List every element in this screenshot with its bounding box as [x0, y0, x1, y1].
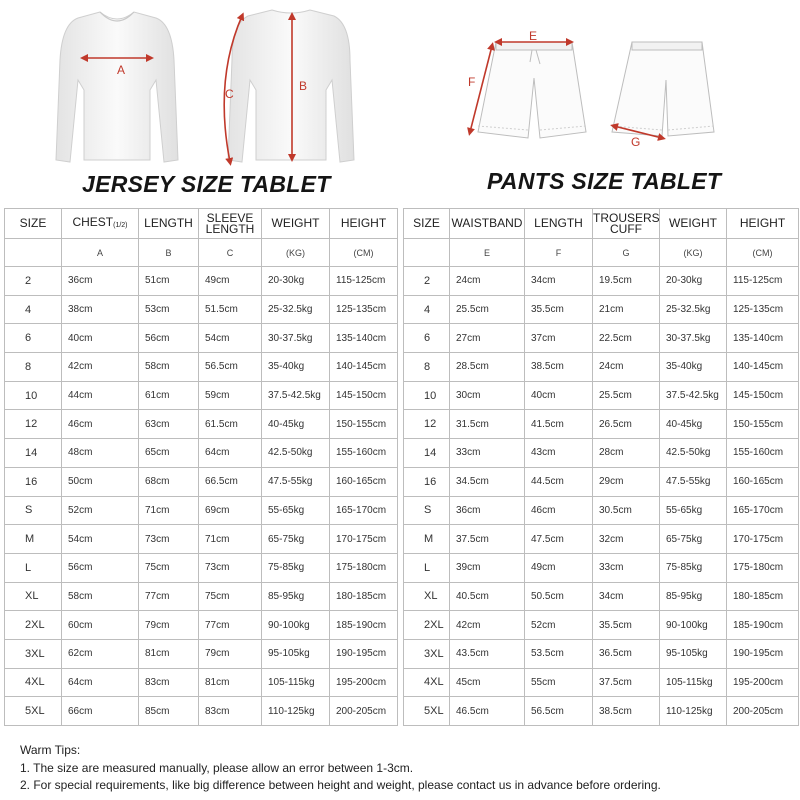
measure-c-label: C: [225, 87, 234, 101]
value-cell: 140-145cm: [727, 353, 799, 382]
header-size: SIZE: [404, 209, 450, 239]
value-cell: 37.5cm: [593, 668, 660, 697]
subheader-cell: C: [199, 239, 262, 267]
table-row: [404, 467, 799, 496]
size-cell: 14: [404, 439, 450, 468]
value-cell: 24cm: [593, 353, 660, 382]
size-cell: L: [5, 553, 62, 582]
value-cell: 170-175cm: [330, 525, 398, 554]
size-cell: 2: [404, 267, 450, 296]
value-cell: 25.5cm: [593, 381, 660, 410]
value-cell: 79cm: [139, 611, 199, 640]
value-cell: 155-160cm: [330, 439, 398, 468]
value-cell: 165-170cm: [330, 496, 398, 525]
value-cell: 40-45kg: [262, 410, 330, 439]
size-cell: 4XL: [404, 668, 450, 697]
value-cell: 58cm: [62, 582, 139, 611]
size-cell: 6: [404, 324, 450, 353]
value-cell: 37cm: [525, 324, 593, 353]
header-waistband: WAISTBAND: [450, 209, 525, 239]
size-cell: 2: [5, 267, 62, 296]
value-cell: 35.5cm: [525, 295, 593, 324]
value-cell: 40-45kg: [660, 410, 727, 439]
value-cell: 44.5cm: [525, 467, 593, 496]
header-trousers-cuff: [593, 209, 660, 239]
value-cell: 46cm: [62, 410, 139, 439]
table-row: [404, 353, 799, 382]
table-row: [5, 697, 398, 726]
value-cell: 71cm: [139, 496, 199, 525]
measure-f-label: F: [468, 75, 476, 89]
value-cell: 145-150cm: [727, 381, 799, 410]
value-cell: 47.5cm: [525, 525, 593, 554]
table-subheader-row: [5, 239, 398, 267]
jersey-front-image: [56, 12, 178, 162]
size-cell: M: [404, 525, 450, 554]
value-cell: 165-170cm: [727, 496, 799, 525]
value-cell: 61cm: [139, 381, 199, 410]
value-cell: 42.5-50kg: [660, 439, 727, 468]
value-cell: 190-195cm: [727, 639, 799, 668]
value-cell: 41.5cm: [525, 410, 593, 439]
subheader-cell: (CM): [727, 239, 799, 267]
value-cell: 66cm: [62, 697, 139, 726]
value-cell: 73cm: [199, 553, 262, 582]
table-row: [404, 553, 799, 582]
size-cell: 4: [404, 295, 450, 324]
table-row: [404, 267, 799, 296]
value-cell: 43.5cm: [450, 639, 525, 668]
value-cell: 35-40kg: [660, 353, 727, 382]
value-cell: 56.5cm: [199, 353, 262, 382]
value-cell: 19.5cm: [593, 267, 660, 296]
table-row: [404, 496, 799, 525]
table-subheader-row: [404, 239, 799, 267]
value-cell: 27cm: [450, 324, 525, 353]
size-cell: XL: [404, 582, 450, 611]
size-cell: XL: [5, 582, 62, 611]
value-cell: 145-150cm: [330, 381, 398, 410]
subheader-cell: (CM): [330, 239, 398, 267]
value-cell: 135-140cm: [727, 324, 799, 353]
table-row: [404, 639, 799, 668]
value-cell: 69cm: [199, 496, 262, 525]
table-row: [5, 668, 398, 697]
value-cell: 55cm: [525, 668, 593, 697]
value-cell: 50cm: [62, 467, 139, 496]
measure-e-label: E: [528, 29, 538, 43]
jersey-size-title: JERSEY SIZE TABLET: [82, 171, 331, 197]
subheader-cell: E: [450, 239, 525, 267]
value-cell: 63cm: [139, 410, 199, 439]
value-cell: 28.5cm: [450, 353, 525, 382]
value-cell: 37.5-42.5kg: [660, 381, 727, 410]
value-cell: 34cm: [525, 267, 593, 296]
value-cell: 61.5cm: [199, 410, 262, 439]
value-cell: 42cm: [62, 353, 139, 382]
value-cell: 39cm: [450, 553, 525, 582]
value-cell: 37.5cm: [450, 525, 525, 554]
value-cell: 54cm: [62, 525, 139, 554]
value-cell: 160-165cm: [330, 467, 398, 496]
subheader-cell: B: [139, 239, 199, 267]
value-cell: 56.5cm: [525, 697, 593, 726]
value-cell: 125-135cm: [727, 295, 799, 324]
size-cell: M: [5, 525, 62, 554]
size-cell: 3XL: [404, 639, 450, 668]
value-cell: 48cm: [62, 439, 139, 468]
header-length: LENGTH: [139, 209, 199, 239]
subheader-cell: (KG): [262, 239, 330, 267]
chest-subscript: (1/2): [113, 221, 128, 229]
value-cell: 66.5cm: [199, 467, 262, 496]
measure-a-label: A: [116, 63, 126, 77]
size-cell: L: [404, 553, 450, 582]
value-cell: 195-200cm: [727, 668, 799, 697]
value-cell: 40.5cm: [450, 582, 525, 611]
value-cell: 64cm: [199, 439, 262, 468]
header-weight: WEIGHT: [660, 209, 727, 239]
value-cell: 51.5cm: [199, 295, 262, 324]
value-cell: 170-175cm: [727, 525, 799, 554]
value-cell: 195-200cm: [330, 668, 398, 697]
value-cell: 150-155cm: [330, 410, 398, 439]
value-cell: 35-40kg: [262, 353, 330, 382]
value-cell: 32cm: [593, 525, 660, 554]
value-cell: 85cm: [139, 697, 199, 726]
value-cell: 110-125kg: [262, 697, 330, 726]
value-cell: 115-125cm: [330, 267, 398, 296]
cuff-line2: CUFF: [610, 221, 642, 236]
size-cell: 2XL: [404, 611, 450, 640]
value-cell: 25.5cm: [450, 295, 525, 324]
value-cell: 85-95kg: [660, 582, 727, 611]
pants-front-image: [478, 42, 586, 138]
size-cell: 10: [5, 381, 62, 410]
value-cell: 40cm: [525, 381, 593, 410]
table-row: [404, 295, 799, 324]
size-cell: 12: [5, 410, 62, 439]
subheader-cell: A: [62, 239, 139, 267]
value-cell: 35.5cm: [593, 611, 660, 640]
value-cell: 43cm: [525, 439, 593, 468]
jersey-back-image: [228, 10, 354, 162]
table-row: [5, 496, 398, 525]
value-cell: 45cm: [450, 668, 525, 697]
value-cell: 36.5cm: [593, 639, 660, 668]
value-cell: 33cm: [593, 553, 660, 582]
value-cell: 25-32.5kg: [262, 295, 330, 324]
value-cell: 50.5cm: [525, 582, 593, 611]
value-cell: 25-32.5kg: [660, 295, 727, 324]
value-cell: 65-75kg: [660, 525, 727, 554]
value-cell: 175-180cm: [727, 553, 799, 582]
subheader-cell: [5, 239, 62, 267]
table-row: [5, 467, 398, 496]
cuff-line1: TROUSERS: [593, 210, 660, 225]
value-cell: 200-205cm: [727, 697, 799, 726]
size-cell: 12: [404, 410, 450, 439]
value-cell: 58cm: [139, 353, 199, 382]
value-cell: 34cm: [593, 582, 660, 611]
header-size: SIZE: [5, 209, 62, 239]
value-cell: 31.5cm: [450, 410, 525, 439]
value-cell: 81cm: [199, 668, 262, 697]
value-cell: 83cm: [199, 697, 262, 726]
size-cell: S: [5, 496, 62, 525]
value-cell: 81cm: [139, 639, 199, 668]
value-cell: 28cm: [593, 439, 660, 468]
value-cell: 46cm: [525, 496, 593, 525]
table-row: [404, 525, 799, 554]
value-cell: 175-180cm: [330, 553, 398, 582]
subheader-cell: F: [525, 239, 593, 267]
value-cell: 37.5-42.5kg: [262, 381, 330, 410]
table-header-row: [5, 209, 398, 239]
size-cell: 2XL: [5, 611, 62, 640]
value-cell: 29cm: [593, 467, 660, 496]
header-height: HEIGHT: [727, 209, 799, 239]
pants-size-title: PANTS SIZE TABLET: [487, 168, 722, 194]
value-cell: 105-115kg: [262, 668, 330, 697]
table-row: [5, 410, 398, 439]
measure-g-label: G: [631, 135, 641, 149]
subheader-cell: (KG): [660, 239, 727, 267]
header-sleeve-length: [199, 209, 262, 239]
table-row: [404, 697, 799, 726]
value-cell: 83cm: [139, 668, 199, 697]
tips-line: 2. For special requirements, like big difference between height and weight, please contact us in advance before ordering.: [20, 778, 661, 792]
value-cell: 135-140cm: [330, 324, 398, 353]
measure-b-label: B: [299, 79, 308, 93]
value-cell: 75-85kg: [660, 553, 727, 582]
value-cell: 75cm: [139, 553, 199, 582]
value-cell: 59cm: [199, 381, 262, 410]
table-row: [5, 611, 398, 640]
size-cell: 5XL: [5, 697, 62, 726]
value-cell: 150-155cm: [727, 410, 799, 439]
subheader-cell: [404, 239, 450, 267]
table-row: [404, 381, 799, 410]
header-length: LENGTH: [525, 209, 593, 239]
value-cell: 105-115kg: [660, 668, 727, 697]
table-row: [404, 439, 799, 468]
value-cell: 75cm: [199, 582, 262, 611]
size-cell: 8: [404, 353, 450, 382]
value-cell: 47.5-55kg: [262, 467, 330, 496]
value-cell: 42cm: [450, 611, 525, 640]
value-cell: 155-160cm: [727, 439, 799, 468]
value-cell: 26.5cm: [593, 410, 660, 439]
value-cell: 20-30kg: [660, 267, 727, 296]
value-cell: 90-100kg: [660, 611, 727, 640]
value-cell: 30-37.5kg: [660, 324, 727, 353]
value-cell: 180-185cm: [727, 582, 799, 611]
value-cell: 21cm: [593, 295, 660, 324]
size-cell: 4: [5, 295, 62, 324]
value-cell: 42.5-50kg: [262, 439, 330, 468]
value-cell: 38cm: [62, 295, 139, 324]
size-cell: 6: [5, 324, 62, 353]
table-row: [5, 525, 398, 554]
size-cell: 5XL: [404, 697, 450, 726]
value-cell: 68cm: [139, 467, 199, 496]
value-cell: 95-105kg: [660, 639, 727, 668]
value-cell: 30.5cm: [593, 496, 660, 525]
table-row: [5, 553, 398, 582]
value-cell: 30-37.5kg: [262, 324, 330, 353]
value-cell: 20-30kg: [262, 267, 330, 296]
subheader-cell: G: [593, 239, 660, 267]
value-cell: 46.5cm: [450, 697, 525, 726]
value-cell: 36cm: [450, 496, 525, 525]
table-row: [5, 582, 398, 611]
value-cell: 33cm: [450, 439, 525, 468]
value-cell: 85-95kg: [262, 582, 330, 611]
size-cell: 8: [5, 353, 62, 382]
value-cell: 77cm: [139, 582, 199, 611]
value-cell: 53cm: [139, 295, 199, 324]
sleeve-line2: LENGTH: [205, 221, 255, 236]
table-row: [5, 639, 398, 668]
value-cell: 160-165cm: [727, 467, 799, 496]
warm-tips: [20, 742, 661, 795]
value-cell: 62cm: [62, 639, 139, 668]
sleeve-line1: SLEEVE: [206, 210, 254, 225]
table-row: [404, 324, 799, 353]
table-row: [5, 267, 398, 296]
value-cell: 64cm: [62, 668, 139, 697]
size-cell: 16: [404, 467, 450, 496]
value-cell: 140-145cm: [330, 353, 398, 382]
table-row: [5, 439, 398, 468]
header-height: HEIGHT: [330, 209, 398, 239]
value-cell: 56cm: [62, 553, 139, 582]
value-cell: 36cm: [62, 267, 139, 296]
value-cell: 52cm: [62, 496, 139, 525]
size-cell: S: [404, 496, 450, 525]
value-cell: 44cm: [62, 381, 139, 410]
value-cell: 200-205cm: [330, 697, 398, 726]
value-cell: 51cm: [139, 267, 199, 296]
pants-back-image: [612, 42, 714, 136]
size-cell: 3XL: [5, 639, 62, 668]
value-cell: 49cm: [525, 553, 593, 582]
size-cell: 14: [5, 439, 62, 468]
value-cell: 77cm: [199, 611, 262, 640]
value-cell: 55-65kg: [660, 496, 727, 525]
table-row: [404, 668, 799, 697]
value-cell: 90-100kg: [262, 611, 330, 640]
value-cell: 34.5cm: [450, 467, 525, 496]
table-row: [5, 295, 398, 324]
table-row: [5, 353, 398, 382]
value-cell: 22.5cm: [593, 324, 660, 353]
value-cell: 60cm: [62, 611, 139, 640]
value-cell: 71cm: [199, 525, 262, 554]
table-row: [5, 381, 398, 410]
value-cell: 47.5-55kg: [660, 467, 727, 496]
value-cell: 24cm: [450, 267, 525, 296]
table-row: [404, 611, 799, 640]
value-cell: 55-65kg: [262, 496, 330, 525]
value-cell: 185-190cm: [727, 611, 799, 640]
value-cell: 49cm: [199, 267, 262, 296]
value-cell: 79cm: [199, 639, 262, 668]
value-cell: 110-125kg: [660, 697, 727, 726]
value-cell: 65-75kg: [262, 525, 330, 554]
table-row: [404, 410, 799, 439]
size-cell: 10: [404, 381, 450, 410]
table-row: [404, 582, 799, 611]
jersey-size-table: [4, 208, 398, 726]
table-header-row: [404, 209, 799, 239]
value-cell: 38.5cm: [593, 697, 660, 726]
value-cell: 115-125cm: [727, 267, 799, 296]
table-row: [5, 324, 398, 353]
value-cell: 54cm: [199, 324, 262, 353]
value-cell: 40cm: [62, 324, 139, 353]
value-cell: 185-190cm: [330, 611, 398, 640]
size-cell: 16: [5, 467, 62, 496]
value-cell: 180-185cm: [330, 582, 398, 611]
header-chest: [62, 209, 139, 239]
tips-heading: Warm Tips:: [20, 743, 81, 757]
tips-line: 1. The size are measured manually, please allow an error between 1-3cm.: [20, 760, 414, 775]
value-cell: 73cm: [139, 525, 199, 554]
value-cell: 75-85kg: [262, 553, 330, 582]
value-cell: 52cm: [525, 611, 593, 640]
value-cell: 190-195cm: [330, 639, 398, 668]
value-cell: 30cm: [450, 381, 525, 410]
value-cell: 53.5cm: [525, 639, 593, 668]
header-chest-label: CHEST: [72, 214, 114, 229]
pants-size-table: [403, 208, 799, 726]
size-cell: 4XL: [5, 668, 62, 697]
header-weight: WEIGHT: [262, 209, 330, 239]
value-cell: 38.5cm: [525, 353, 593, 382]
value-cell: 125-135cm: [330, 295, 398, 324]
value-cell: 56cm: [139, 324, 199, 353]
value-cell: 65cm: [139, 439, 199, 468]
value-cell: 95-105kg: [262, 639, 330, 668]
